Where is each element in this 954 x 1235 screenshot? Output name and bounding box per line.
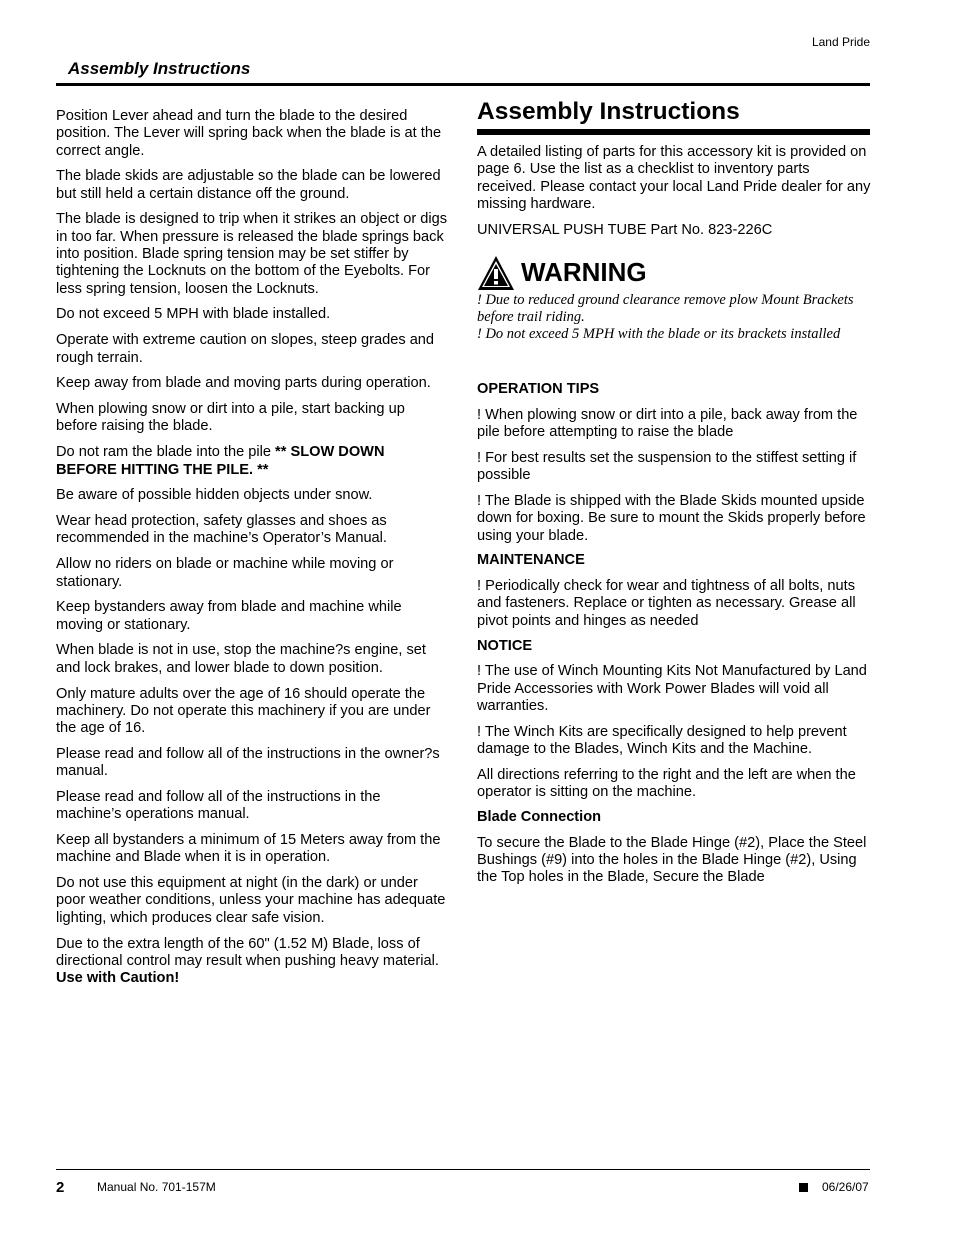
paragraph: Wear head protection, safety glasses and shoes as recommended in the machine’s Operator’s Manual.	[56, 513, 387, 547]
section-header: Assembly Instructions	[68, 59, 251, 78]
paragraph: The blade is designed to trip when it strikes an object or digs in too far. When pressure is released the blade springs back into position. Blade spring tension may be set stiffer by tightening the Locknuts on the bottom of the Eyebolts. For less spring tension, loosen the Locknuts.	[56, 211, 448, 297]
maintenance-item: ! Periodically check for wear and tightness of all bolts, nuts and fasteners. Replace or tighten as necessary. Grease all pivot points and hinges as needed	[477, 578, 856, 629]
notice-item: ! The Winch Kits are specifically designed to help prevent damage to the Blades, Winch Kits and the Machine.	[477, 723, 847, 758]
paragraph: The blade skids are adjustable so the blade can be lowered but still held a certain distance off the ground.	[56, 168, 441, 202]
paragraph: Keep bystanders away from blade and machine while moving or stationary.	[56, 599, 402, 633]
warning-line: ! Do not exceed 5 MPH with the blade or its brackets installed	[477, 325, 841, 342]
paragraph: Operate with extreme caution on slopes, steep grades and rough terrain.	[56, 332, 435, 366]
notice-heading: NOTICE	[477, 637, 533, 654]
warning-notes	[477, 292, 872, 343]
paragraph: Keep all bystanders a minimum of 15 Meters away from the machine and Blade when it is in operation.	[56, 832, 441, 866]
left-column	[56, 108, 448, 996]
operation-tip: ! The Blade is shipped with the Blade Skids mounted upside down for boxing. Be sure to mount the Skids properly before using your blade.	[477, 492, 866, 544]
ram-bold-text: ** SLOW DOWN BEFORE HITTING THE PILE. **	[56, 444, 385, 478]
paragraph-ram	[56, 444, 448, 479]
page-title: Assembly Instructions	[477, 98, 740, 125]
paragraph: Only mature adults over the age of 16 should operate the machinery. Do not operate this machinery if you are under the age of 16.	[56, 685, 431, 737]
part-number: UNIVERSAL PUSH TUBE Part No. 823-226C	[477, 221, 773, 238]
operation-tips-heading: OPERATION TIPS	[477, 380, 600, 397]
operation-tip: ! When plowing snow or dirt into a pile, back away from the pile before attempting to raise the blade	[477, 406, 858, 441]
paragraph: Be aware of possible hidden objects under snow.	[56, 487, 373, 504]
warning-heading	[477, 254, 872, 292]
publication-date: 06/26/07	[822, 1180, 869, 1194]
paragraph-caution	[56, 936, 448, 988]
intro-paragraph: A detailed listing of parts for this accessory kit is provided on page 6. Use the list as a checklist to inventory parts received. Please contact your local Land Pride dealer for any missing hardware.	[477, 144, 871, 212]
blade-connection-text: To secure the Blade to the Blade Hinge (#2), Place the Steel Bushings (#9) into the holes in the Blade Hinge (#2), Using the Top holes in the Blade, Secure the Blade	[477, 834, 867, 886]
right-column	[477, 98, 872, 895]
header-rule	[56, 83, 870, 86]
notice-item: All directions referring to the right and the left are when the operator is sitting on the machine.	[477, 766, 856, 801]
title-rule	[477, 129, 870, 135]
footer-rule	[56, 1169, 870, 1170]
paragraph: When blade is not in use, stop the machine?s engine, set and lock brakes, and lower blade to down position.	[56, 642, 426, 676]
paragraph: Position Lever ahead and turn the blade to the desired position. The Lever will spring back when the blade is at the correct angle.	[56, 108, 442, 159]
paragraph: Do not exceed 5 MPH with blade installed.	[56, 306, 331, 323]
paragraph: Keep away from blade and moving parts during operation.	[56, 375, 431, 392]
paragraph: Please read and follow all of the instructions in the owner?s manual.	[56, 745, 440, 780]
blade-connection-heading: Blade Connection	[477, 808, 602, 825]
paragraph: Allow no riders on blade or machine while moving or stationary.	[56, 556, 394, 590]
page-number: 2	[56, 1179, 65, 1196]
square-bullet-icon	[799, 1183, 808, 1192]
warning-label: WARNING	[521, 257, 647, 288]
manual-number: Manual No. 701-157M	[97, 1180, 216, 1194]
paragraph: Do not use this equipment at night (in the dark) or under poor weather conditions, unless your machine has adequate lighting, which produces clear safe vision.	[56, 875, 446, 926]
paragraph: When plowing snow or dirt into a pile, start backing up before raising the blade.	[56, 401, 405, 435]
caution-text: Due to the extra length of the 60" (1.52 M) Blade, loss of directional control may result when pushing heavy material.	[56, 935, 439, 969]
paragraph: Please read and follow all of the instructions in the machine’s operations manual.	[56, 789, 381, 823]
maintenance-heading: MAINTENANCE	[477, 552, 585, 569]
ram-text: Do not ram the blade into the pile	[56, 444, 276, 461]
brand-name: Land Pride	[811, 35, 870, 49]
operation-tip: ! For best results set the suspension to the stiffest setting if possible	[477, 449, 857, 484]
warning-line: ! Due to reduced ground clearance remove plow Mount Brackets before trail riding.	[477, 291, 854, 325]
warning-triangle-icon	[477, 255, 515, 291]
caution-bold-text: Use with Caution!	[56, 970, 180, 987]
notice-item: ! The use of Winch Mounting Kits Not Manufactured by Land Pride Accessories with Work Power Blades will void all warranties.	[477, 663, 867, 714]
